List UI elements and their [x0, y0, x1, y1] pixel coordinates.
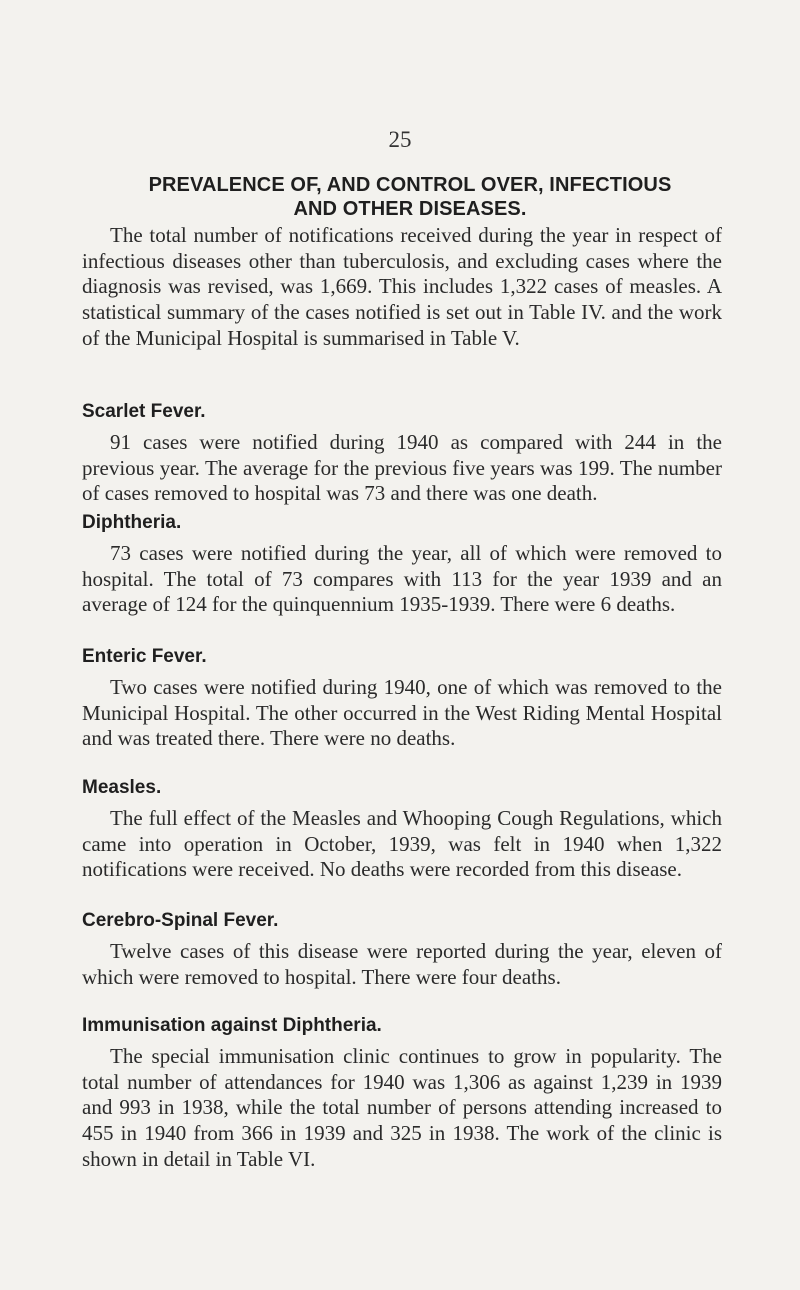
- section-cerebro-spinal-fever: [82, 909, 722, 990]
- section-heading: Measles.: [82, 777, 162, 798]
- section-heading: Scarlet Fever.: [82, 401, 206, 422]
- section-heading: Enteric Fever.: [82, 646, 207, 667]
- section-paragraph: The full effect of the Measles and Whooping Cough Regulations, which came into operation in October, 1939, was felt in 1940 when 1,322 notifications were received. No deaths were recorded from this disease.: [82, 806, 722, 882]
- section-enteric-fever: [82, 645, 722, 752]
- section-heading: Diphtheria.: [82, 512, 182, 533]
- section-heading: Cerebro-Spinal Fever.: [82, 910, 279, 931]
- page-title: [110, 173, 710, 221]
- section-paragraph: Two cases were notified during 1940, one of which was removed to the Municipal Hospital. The other occurred in the West Riding Mental Hospital and was treated there. There were no deaths.: [82, 675, 722, 751]
- section-paragraph: The special immunisation clinic continues to grow in popularity. The total number of attendances for 1940 was 1,306 as against 1,239 in 1939 and 993 in 1938, while the total number of persons attending increased to 455 in 1940 from 366 in 1939 and 325 in 1938. The work of the clinic is shown in detail in Table VI.: [82, 1044, 722, 1171]
- section-scarlet-fever: [82, 400, 722, 507]
- intro-paragraph: The total number of notifications received during the year in respect of infectious diseases other than tuberculosis, and excluding cases where the diagnosis was revised, was 1,669. This includes 1,322 cases of measles. A statistical summary of the cases notified is set out in Table IV. and the work of the Municipal Hospital is summarised in Table V.: [82, 223, 722, 350]
- section-diphtheria: [82, 511, 722, 618]
- page-title-line-1: PREVALENCE OF, AND CONTROL OVER, INFECTIOUS: [148, 174, 672, 196]
- section-paragraph: 73 cases were notified during the year, all of which were removed to hospital. The total of 73 compares with 113 for the year 1939 and an average of 124 for the quinquennium 1935-1939. There were 6 deaths.: [82, 541, 722, 617]
- section-measles: [82, 776, 722, 883]
- section-paragraph: 91 cases were notified during 1940 as compared with 244 in the previous year. The average for the previous five years was 199. The number of cases removed to hospital was 73 and there was one death.: [82, 430, 722, 506]
- page-number: 25: [388, 127, 412, 152]
- intro-section: [82, 223, 722, 352]
- section-paragraph: Twelve cases of this disease were reported during the year, eleven of which were removed to hospital. There were four deaths.: [82, 939, 722, 989]
- section-immunisation-against-diphtheria: [82, 1014, 722, 1173]
- section-heading: Immunisation against Diphtheria.: [82, 1015, 382, 1036]
- page-title-line-2: AND OTHER DISEASES.: [293, 198, 527, 220]
